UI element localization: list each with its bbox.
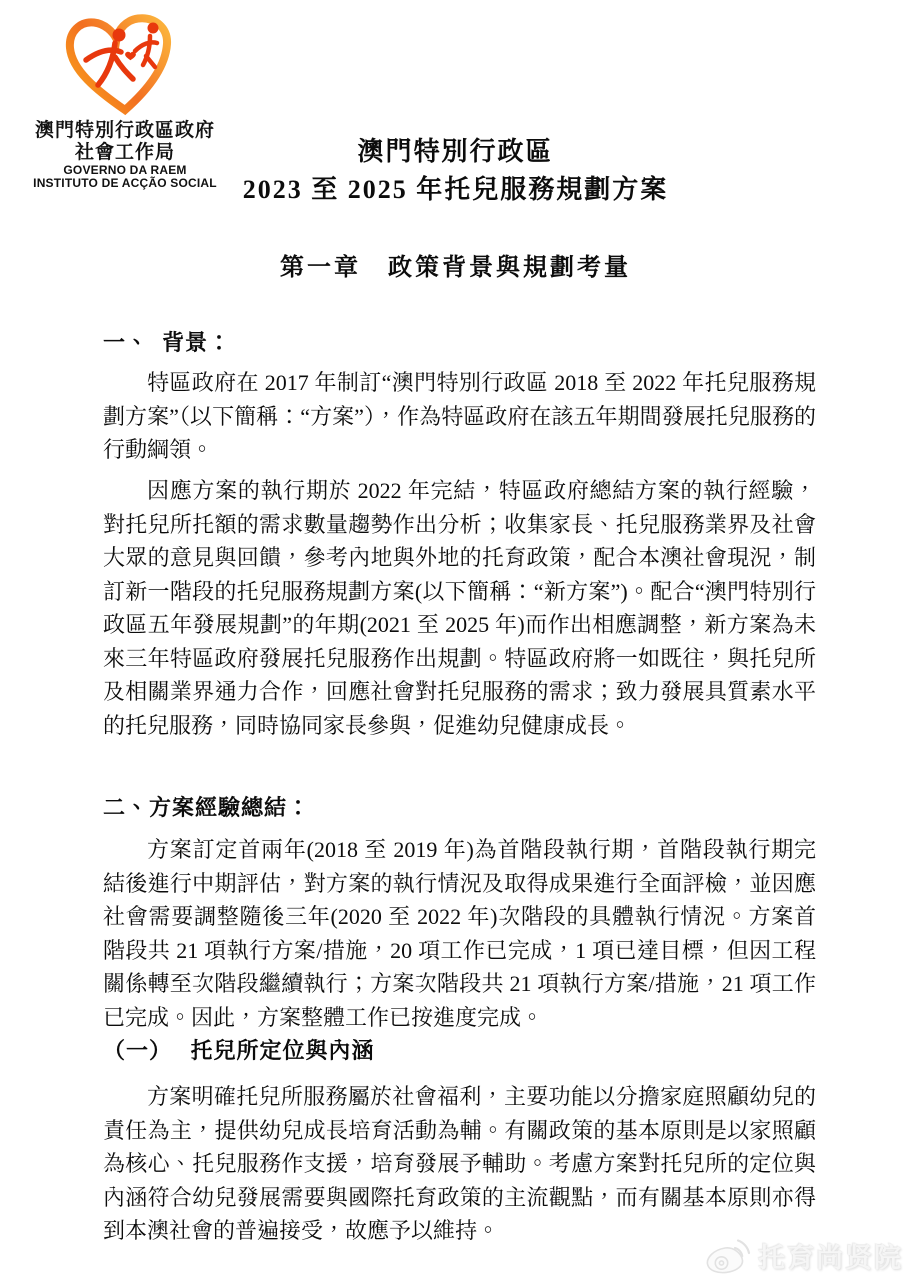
org-name-chinese-line2: 社會工作局 — [74, 142, 175, 163]
chapter-heading: 第一章 政策背景與規劃考量 — [280, 255, 631, 281]
document-title-line2: 2023 至 2025 年托兒服務規劃方案 — [242, 175, 669, 204]
org-name-portuguese-line2: INSTITUTO DE ACÇÃO SOCIAL — [33, 176, 217, 190]
org-name-portuguese-line1: GOVERNO DA RAEM — [63, 163, 187, 177]
paragraph-positioning: 方案明確托兒所服務屬於社會福利，主要功能以分擔家庭照顧幼兒的責任為主，提供幼兒成長培育活動為輔。有關政策的基本原則是以家照顧為核心、托兒服務作支援，培育發展予輔助。考慮方案對托兒所的定位與內涵符合幼兒發展需要與國際托育政策的主流觀點，而有關基本原則亦得到本澳社會的普遍接受，故應予以維持。 — [103, 1084, 816, 1243]
document-title — [0, 133, 911, 209]
paragraph-background-2: 因應方案的執行期於 2022 年完結，特區政府總結方案的執行經驗，對托兒所托額的需求數量趨勢作出分析；收集家長、托兒服務業界及社會大眾的意見與回饋，參考內地與外地的托育政策，配合本澳社會現況，制訂新一階段的托兒服務規劃方案(以下簡稱：“新方案”)。配合“澳門特別行政區五年發展規劃”的年期(2021 至 2025 年)而作出相應調整，新方案為未來三年特區政府發展托兒服務作出規劃。特區政府將一如既往，與托兒所及相關業界通力合作，回應社會對托兒服務的需求；致力發展具質素水平的托兒服務，同時協同家長參與，促進幼兒健康成長。 — [103, 478, 816, 738]
section-heading-background: 一、 背景： — [103, 330, 232, 355]
org-name-chinese-line1: 澳門特別行政區政府 — [34, 120, 215, 141]
heart-logo-icon — [58, 12, 192, 120]
watermark-text: 托育尚贤院 — [758, 1243, 903, 1273]
weibo-icon — [704, 1237, 751, 1275]
document-title-line1: 澳門特別行政區 — [357, 137, 554, 166]
section-heading-experience-summary: 二、方案經驗總結： — [103, 795, 311, 820]
paragraph-background-1: 特區政府在 2017 年制訂“澳門特別行政區 2018 至 2022 年托兒服務規劃方案”（以下簡稱：“方案”），作為特區政府在該五年期間發展托兒服務的行動綱領。 — [103, 370, 816, 462]
paragraph-experience-summary: 方案訂定首兩年(2018 至 2019 年)為首階段執行期，首階段執行期完結後進行中期評估，對方案的執行情況及取得成果進行全面評檢，並因應社會需要調整隨後三年(2020 至 2022 年)次階段的具體執行情況。方案首階段共 21 項執行方案/措施，20 項工作已完成，1 項已達目標，但因工程關係轉至次階段繼續執行；方案次階段共 21 項執行方案/措施，21 項工作已完成。因此，方案整體工作已按進度完成。 — [103, 837, 816, 1030]
watermark — [704, 1236, 903, 1275]
subsection-heading-positioning: （一） 托兒所定位與內涵 — [103, 1038, 375, 1063]
